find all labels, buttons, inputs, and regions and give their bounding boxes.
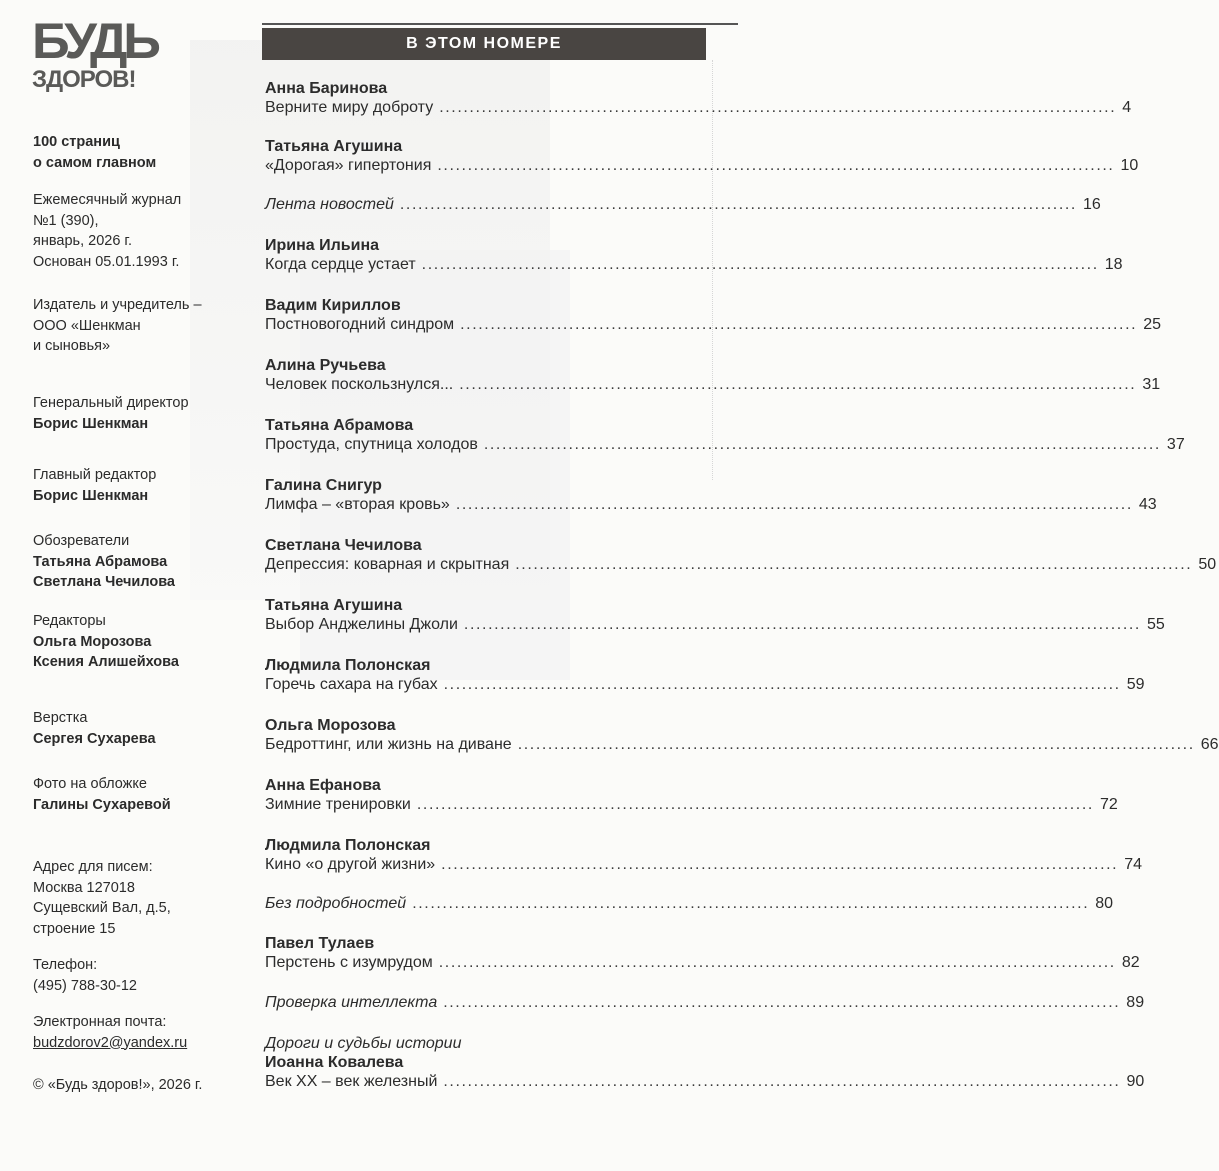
toc-author: Татьяна Агушина [265, 597, 403, 614]
tagline-line: о самом главном [33, 154, 157, 171]
toc-page-number: 90 [1126, 1073, 1145, 1090]
toc-title: Перстень с изумрудом [265, 954, 433, 971]
dot-leader: ................................................................................................................ [439, 99, 1117, 116]
toc-author: Татьяна Абрамова [265, 417, 414, 434]
toc-page-number: 37 [1166, 436, 1185, 453]
email-label: Электронная почта: [33, 1014, 167, 1030]
toc-entry[interactable] [265, 656, 1145, 694]
toc-page-number: 31 [1142, 376, 1161, 393]
toc-entry[interactable] [265, 195, 1101, 214]
mailing-address [33, 857, 171, 939]
toc-page-number: 89 [1126, 994, 1145, 1011]
toc-title: Кино «о другой жизни» [265, 856, 436, 873]
toc-author: Вадим Кириллов [265, 297, 401, 314]
toc-page-number: 50 [1198, 556, 1217, 573]
logo-line-1: БУДЬ [32, 13, 157, 69]
toc-page-number: 43 [1138, 496, 1157, 513]
toc-page-number: 74 [1124, 856, 1143, 873]
logo-line-2: ЗДОРОВ! [32, 66, 136, 93]
address-line: Москва 127018 [33, 879, 135, 896]
toc-entry[interactable] [265, 416, 1185, 454]
tagline-line: 100 страниц [33, 134, 120, 150]
toc-author: Галина Снигур [265, 477, 382, 494]
toc-page-number: 4 [1122, 99, 1132, 116]
toc-title: Век XX – век железный [265, 1073, 438, 1090]
dot-leader: ................................................................................................................ [455, 496, 1133, 513]
toc-title: Постновогодний синдром [265, 316, 455, 333]
issue-info-line: №1 (390), [33, 212, 99, 229]
phone-label: Телефон: [33, 957, 98, 973]
toc-title: Бедроттинг, или жизнь на диване [265, 736, 512, 753]
toc-entry[interactable] [265, 137, 1139, 175]
toc-header [262, 28, 706, 60]
columnists-label: Обозреватели [33, 533, 130, 549]
toc-entry[interactable] [265, 836, 1143, 874]
toc-page-number: 55 [1146, 616, 1165, 633]
toc-entry[interactable] [265, 716, 1219, 754]
columnist-name: Светлана Чечилова [33, 574, 175, 590]
toc-entry[interactable] [265, 596, 1165, 634]
toc-title: Человек поскользнулся... [265, 376, 454, 393]
toc-author: Ольга Морозова [265, 717, 396, 734]
toc-author: Павел Тулаев [265, 935, 375, 952]
cover-photo-name: Галины Сухаревой [33, 796, 171, 813]
editors-label: Редакторы [33, 613, 106, 629]
toc-entry[interactable] [265, 1034, 1145, 1091]
publisher-line: ООО «Шенкман [33, 317, 141, 334]
tagline [33, 132, 156, 173]
publisher-line: Издатель и учредитель – [33, 297, 202, 313]
toc-section: Дороги и судьбы истории [265, 1035, 462, 1052]
toc-page-number: 72 [1099, 796, 1118, 813]
toc-page-number: 59 [1126, 676, 1145, 693]
general-director [33, 393, 189, 434]
toc-title: Без подробностей [265, 895, 407, 912]
email-link[interactable]: budzdorov2@yandex.ru [33, 1034, 188, 1051]
dot-leader: ................................................................................................................ [437, 157, 1115, 174]
toc-page-number: 66 [1200, 736, 1219, 753]
dot-leader: ................................................................................................................ [441, 856, 1119, 873]
cover-photo-credit [33, 774, 171, 815]
toc-title: Верните миру доброту [265, 99, 434, 116]
toc-title: Простуда, спутница холодов [265, 436, 478, 453]
dot-leader: ................................................................................................................ [443, 676, 1121, 693]
issue-info [33, 190, 181, 272]
toc-entry[interactable] [265, 236, 1123, 274]
top-rule [262, 23, 738, 25]
address-line: Сущевский Вал, д.5, [33, 900, 171, 916]
copyright: © «Будь здоров!», 2026 г. [33, 1077, 203, 1093]
dot-leader: ................................................................................................................ [517, 736, 1195, 753]
toc-entry[interactable] [265, 356, 1161, 394]
toc-page-number: 25 [1143, 316, 1161, 333]
address-label: Адрес для писем: [33, 859, 153, 875]
email [33, 1012, 187, 1053]
toc-entry[interactable] [265, 993, 1145, 1012]
general-director-name: Борис Шенкман [33, 415, 149, 432]
dot-leader: ................................................................................................................ [438, 954, 1116, 971]
dot-leader: ................................................................................................................ [416, 796, 1094, 813]
address-line: строение 15 [33, 920, 116, 937]
publisher-info [33, 295, 202, 357]
columnist-name: Татьяна Абрамова [33, 553, 168, 570]
toc-author: Иоанна Ковалева [265, 1054, 404, 1071]
dot-leader: ................................................................................................................ [459, 376, 1137, 393]
layout-name: Сергея Сухарева [33, 730, 156, 747]
toc-title: Когда сердце устает [265, 256, 416, 273]
chief-editor [33, 465, 156, 506]
editors [33, 611, 179, 673]
general-director-label: Генеральный директор [33, 395, 189, 411]
toc-page-number: 18 [1104, 256, 1123, 273]
toc-title: Выбор Анджелины Джоли [265, 616, 458, 633]
chief-editor-label: Главный редактор [33, 467, 157, 483]
editor-name: Ольга Морозова [33, 633, 152, 650]
toc-author: Ирина Ильина [265, 237, 380, 254]
editor-name: Ксения Алишейхова [33, 654, 179, 670]
phone-value: (495) 788-30-12 [33, 977, 137, 994]
magazine-logo [32, 13, 174, 94]
dot-leader: ................................................................................................................ [421, 256, 1099, 273]
toc-title: Зимние тренировки [265, 796, 411, 813]
toc-page-number: 10 [1120, 157, 1139, 174]
publisher-line: и сыновья» [33, 338, 111, 354]
dot-leader: ................................................................................................................ [515, 556, 1193, 573]
toc-title: Лимфа – «вторая кровь» [265, 496, 450, 513]
dot-leader: ................................................................................................................ [460, 316, 1138, 333]
toc-entry[interactable] [265, 536, 1217, 574]
toc-entry[interactable] [265, 476, 1157, 514]
toc-page-number: 80 [1095, 895, 1114, 912]
toc-entry[interactable] [265, 296, 1161, 334]
toc-entry[interactable] [265, 776, 1118, 814]
toc-entry[interactable] [265, 934, 1140, 972]
layout-label: Верстка [33, 710, 88, 726]
toc-author: Анна Ефанова [265, 777, 381, 794]
toc-page-number: 16 [1082, 196, 1101, 213]
toc-author: Алина Ручьева [265, 357, 386, 374]
toc-page-number: 82 [1121, 954, 1140, 971]
toc-author: Анна Баринова [265, 80, 388, 97]
chief-editor-name: Борис Шенкман [33, 487, 149, 504]
toc-entry[interactable] [265, 894, 1114, 913]
toc-title: Лента новостей [265, 196, 394, 213]
cover-photo-label: Фото на обложке [33, 776, 147, 792]
toc-title: Депрессия: коварная и скрытная [265, 556, 510, 573]
toc-author: Людмила Полонская [265, 837, 431, 854]
dot-leader: ................................................................................................................ [483, 436, 1161, 453]
toc-title: Горечь сахара на губах [265, 676, 438, 693]
issue-info-line: Ежемесячный журнал [33, 192, 182, 208]
dot-leader: ................................................................................................................ [443, 1073, 1121, 1090]
toc-author: Людмила Полонская [265, 657, 431, 674]
dot-leader: ................................................................................................................ [443, 994, 1121, 1011]
dot-leader: ................................................................................................................ [412, 895, 1090, 912]
dot-leader: ................................................................................................................ [399, 196, 1077, 213]
dot-leader: ................................................................................................................ [463, 616, 1141, 633]
issue-info-line: Основан 05.01.1993 г. [33, 253, 180, 270]
phone [33, 955, 137, 996]
columnists [33, 531, 175, 593]
issue-info-line: январь, 2026 г. [33, 233, 132, 249]
toc-author: Татьяна Агушина [265, 138, 403, 155]
toc-title: Проверка интеллекта [265, 994, 438, 1011]
toc-title: «Дорогая» гипертония [265, 157, 432, 174]
toc-entry[interactable] [265, 79, 1132, 117]
toc-author: Светлана Чечилова [265, 537, 422, 554]
layout-credit [33, 708, 156, 749]
toc-heading: В ЭТОМ НОМЕРЕ [406, 35, 562, 52]
